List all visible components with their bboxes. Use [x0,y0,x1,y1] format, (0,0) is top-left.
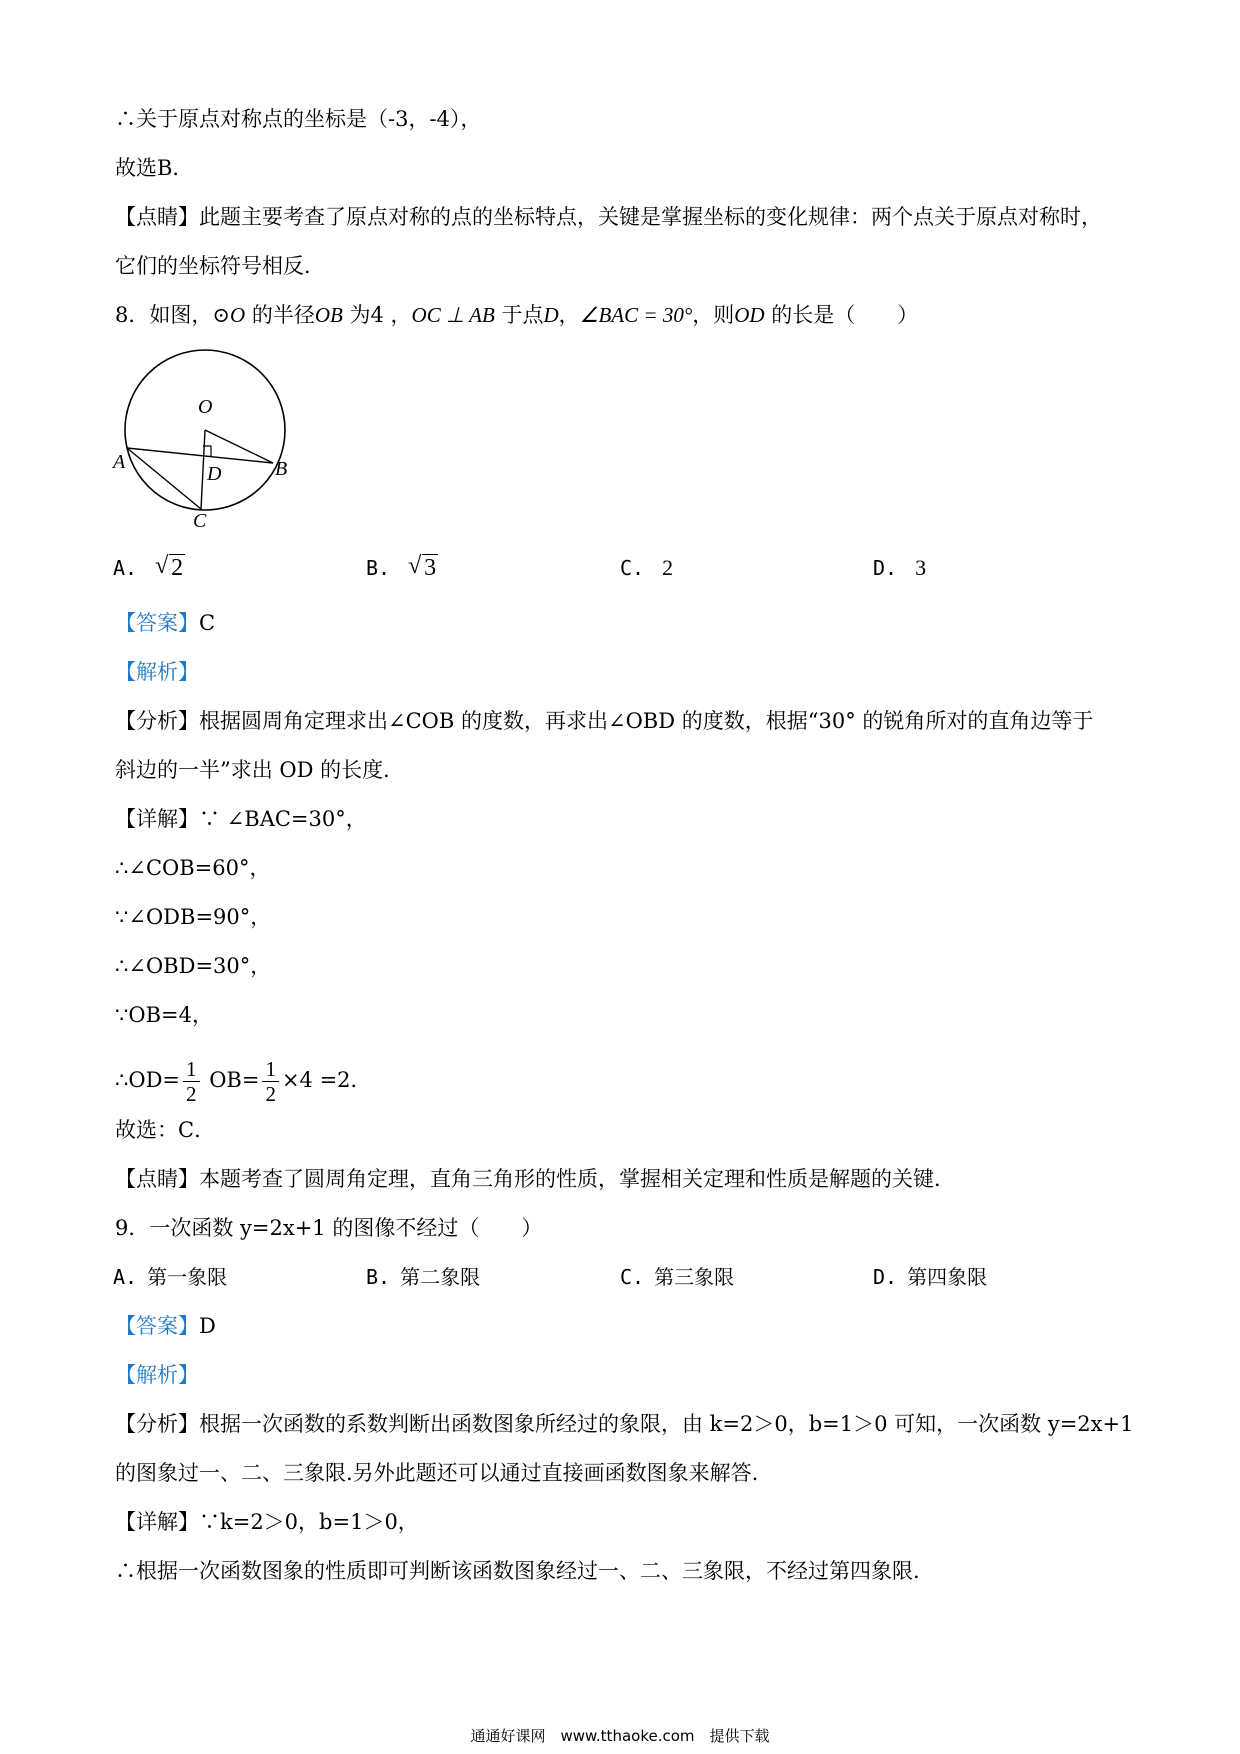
tag-answer: 【答案】 [115,1314,199,1338]
text-span: 8．如图，⊙ [115,303,230,327]
option-label: A. [113,1265,138,1289]
option-label: B. [366,1265,391,1289]
text-line: 斜边的一半”求出 OD 的长度． [115,758,405,782]
tag-jiexi: 【解析】 [115,660,199,684]
fraction: $\frac{1}{2}$ [183,1057,200,1106]
text-line: ∴关于原点对称点的坐标是（-3，-4）， [115,107,482,131]
text-span: 的半径 [245,303,315,327]
page-footer: 通通好课网 www.tthaoke.com 提供下载 [470,1727,770,1745]
text-line: ∴∠OBD=30°， [115,954,272,978]
math-expr: ∠BAC = 30° [579,303,693,327]
label-O: O [198,396,213,418]
text-span: 此题主要考查了原点对称的点的坐标特点，关键是掌握坐标的变化规律：两个点关于原点对称时， [199,205,1102,229]
option-value: 第一象限 [147,1265,228,1289]
math-var: OD [734,303,765,327]
text-span: ∵k=2＞0，b=1＞0， [199,1510,419,1534]
question-9-stem: 9．一次函数 y=2x+1 的图像不经过（ ） [115,1216,543,1240]
text-line: ∴根据一次函数图象的性质即可判断该函数图象经过一、二、三象限，不经过第四象限. [115,1559,920,1583]
option-value: 2 [662,555,674,580]
label-B: B [275,458,288,480]
text-span: ∵ ∠BAC=30°， [199,807,367,831]
text-line [115,1507,419,1537]
text-span: ∴OD= [115,1068,181,1092]
text-line [115,804,367,834]
option-label: C. [620,556,645,580]
sqrt-expr: √ 2 [155,553,184,581]
option-value: 2 [171,555,184,581]
text-span: 根据圆周角定理求出∠COB 的度数，再求出∠OBD 的度数，根据“30° 的锐角所对的直角边等于 [199,709,1094,733]
text-line: 它们的坐标符号相反． [115,254,325,278]
option-c[interactable] [620,553,673,583]
text-span: 的长是（ ） [764,303,919,327]
sqrt-expr: √ 3 [408,553,437,581]
answer-value: C [199,611,216,635]
fraction-line [115,1054,372,1106]
option-label: A. [113,556,138,580]
option-d[interactable] [873,1262,987,1292]
option-value: 第二象限 [400,1265,481,1289]
tag-answer: 【答案】 [115,611,199,635]
text-span: 于点 [494,303,544,327]
text-line [115,202,1102,232]
answer-value: D [199,1314,216,1338]
option-label: C. [620,1265,645,1289]
option-d[interactable] [873,553,926,583]
answer-line [115,608,215,638]
label-A: A [113,451,126,473]
label-D: D [207,463,222,485]
math-var: OB [314,303,343,327]
option-b[interactable] [366,553,438,583]
text-line: ∵OB=4， [115,1003,213,1027]
answer-line [115,1311,216,1341]
text-span: 为4 ， [342,303,412,327]
tag-dianjing: 【点睛】 [115,1167,199,1191]
text-span: OB= [202,1068,260,1092]
option-a[interactable] [113,553,185,583]
option-value: 第三象限 [654,1265,735,1289]
text-span: 本题考查了圆周角定理，直角三角形的性质，掌握相关定理和性质是解题的关键． [199,1167,955,1191]
option-label: B. [366,556,391,580]
text-span: ，则 [692,303,735,327]
option-b[interactable] [366,1262,480,1292]
text-span: 根据一次函数的系数判断出函数图象所经过的象限，由 k=2＞0，b=1＞0 可知，一次函数 y=2x+1 [199,1412,1134,1436]
option-a[interactable] [113,1262,227,1292]
tag-dianjing: 【点睛】 [115,205,199,229]
tag-xiangjie: 【详解】 [115,807,199,831]
text-line [115,1409,1133,1439]
option-value: 第四象限 [907,1265,988,1289]
fraction: $\frac{1}{2}$ [262,1057,279,1106]
tag-xiangjie: 【详解】 [115,1510,199,1534]
math-expr: OC ⊥ AB [411,303,495,327]
text-line [115,706,1093,736]
label-C: C [193,510,207,530]
option-c[interactable] [620,1262,734,1292]
text-line: 故选B． [115,156,194,180]
text-line: 故选：C． [115,1118,216,1142]
option-value: 3 [915,555,927,580]
question-8-stem [115,300,918,330]
option-value: 3 [424,555,437,581]
math-var: D [543,303,559,327]
text-line: ∵∠ODB=90°， [115,905,272,929]
text-line [115,1164,955,1194]
text-span: ×4 =2． [281,1068,372,1092]
text-line: 的图象过一、二、三象限.另外此题还可以通过直接画函数图象来解答. [115,1461,759,1485]
text-span: ， [558,303,580,327]
tag-fenxi: 【分析】 [115,1412,199,1436]
tag-fenxi: 【分析】 [115,709,199,733]
option-label: D. [873,556,898,580]
tag-jiexi: 【解析】 [115,1363,199,1387]
option-label: D. [873,1265,898,1289]
text-line: ∴∠COB=60°， [115,856,271,880]
circle-figure [110,345,290,530]
math-var: O [229,303,246,327]
